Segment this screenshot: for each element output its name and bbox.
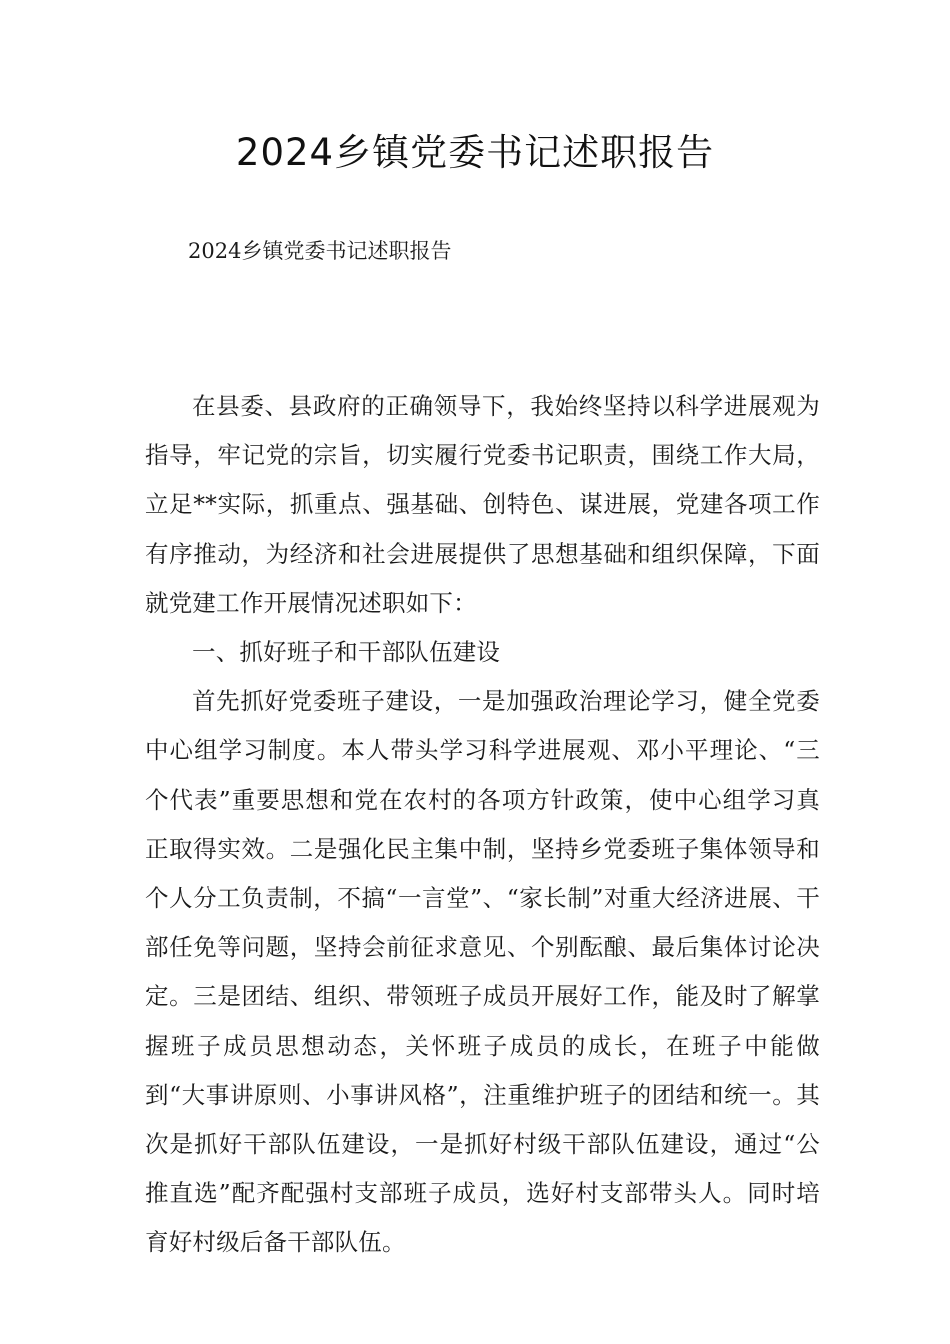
document-title: 2024乡镇党委书记述职报告 (235, 131, 715, 174)
document-subtitle: 2024乡镇党委书记述职报告 (188, 239, 452, 263)
paragraph-section-1: 首先抓好党委班子建设，一是加强政治理论学习，健全党委中心组学习制度。本人带头学习科学进展观、邓小平理论、“三个代表”重要思想和党在农村的各项方针政策，使中心组学习真正取得实效。二是强化民主集中制，坚持乡党委班子集体领导和个人分工负责制，不搞“一言堂”、“家长制”对重大经济进展、干部任免等问题，坚持会前征求意见、个别酝酿、最后集体讨论决定。三是团结、组织、带领班子成员开展好工作，能及时了解掌握班子成员思想动态，关怀班子成员的成长，在班子中能做到“大事讲原则、小事讲风格”，注重维护班子的团结和统一。其次是抓好干部队伍建设，一是抓好村级干部队伍建设，通过“公推直选”配齐配强村支部班子成员，选好村支部带头人。同时培育好村级后备干部队伍。 (145, 687, 820, 1257)
section-heading-1: 一、抓好班子和干部队伍建设 (192, 638, 501, 667)
paragraph-intro: 在县委、县政府的正确领导下，我始终坚持以科学进展观为指导，牢记党的宗旨，切实履行党委书记职责，围绕工作大局，立足**实际，抓重点、强基础、创特色、谋进展，党建各项工作有序推动，为经济和社会进展提供了思想基础和组织保障，下面就党建工作开展情况述职如下： (145, 392, 820, 617)
document-body (145, 382, 820, 1268)
